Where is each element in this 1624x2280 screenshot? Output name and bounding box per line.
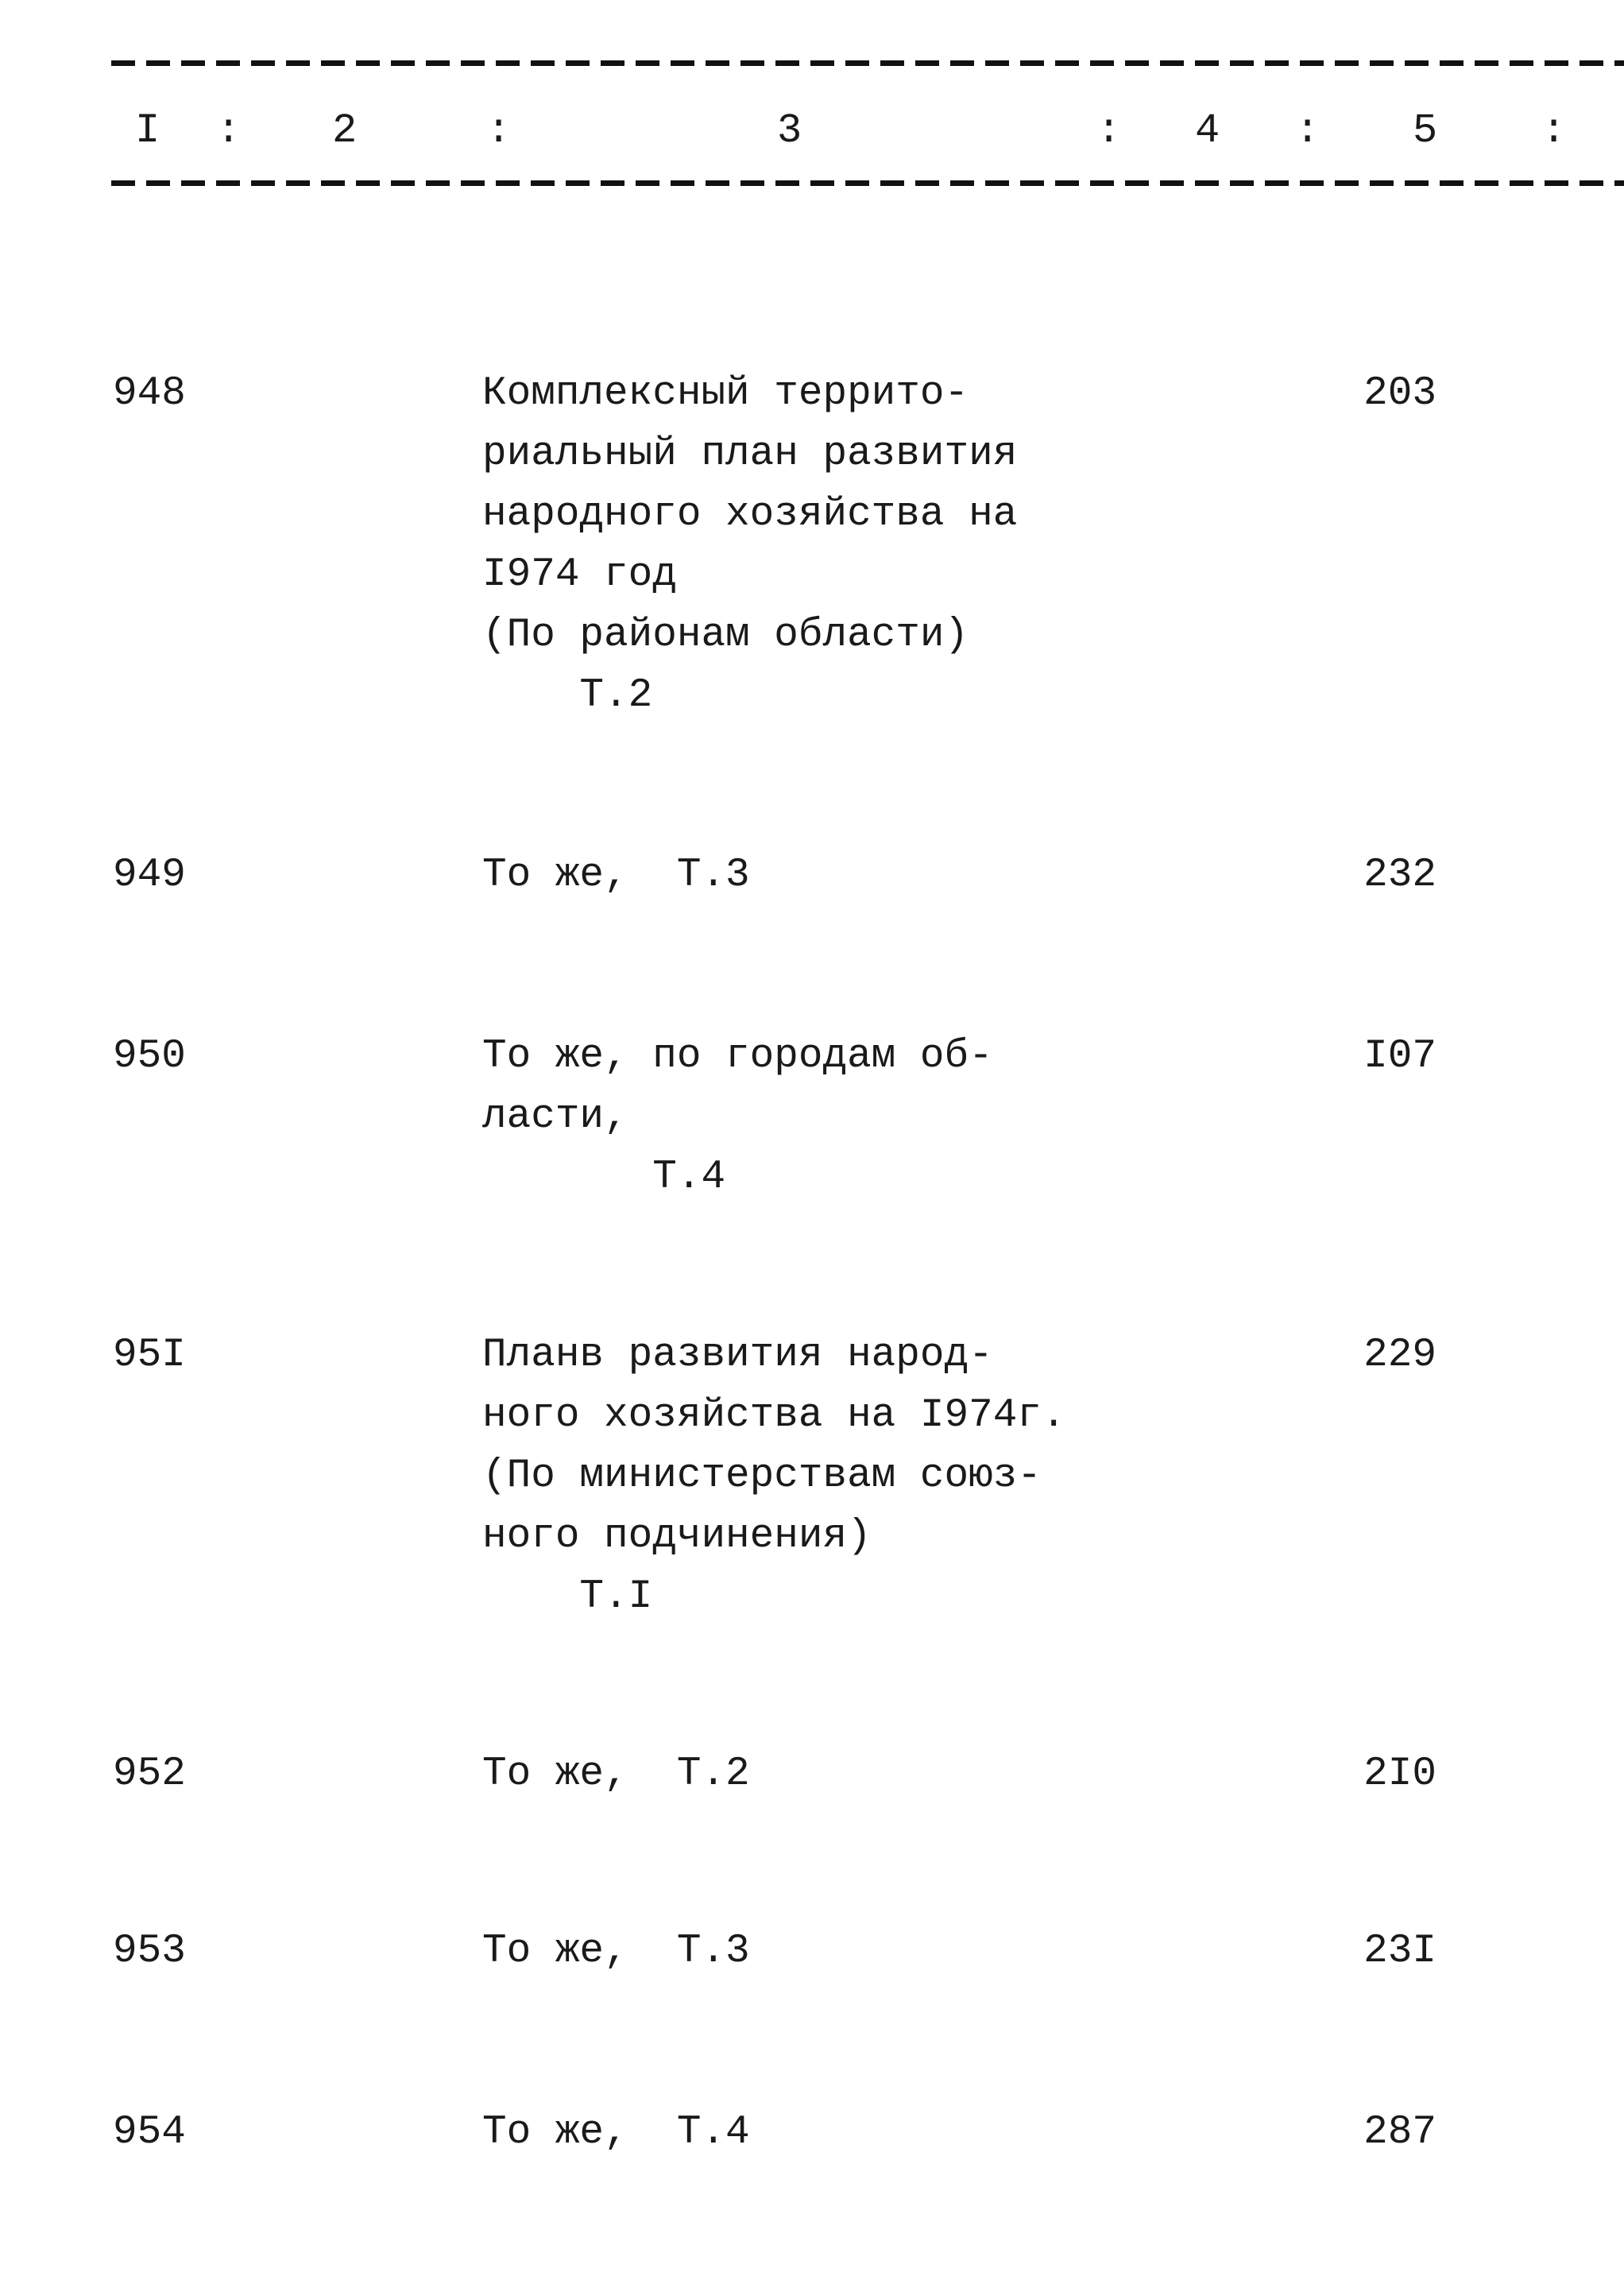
description-line: риальный план развития (482, 432, 1018, 477)
column-separator: : (1096, 107, 1122, 154)
description-line: Т.2 (482, 673, 653, 718)
column-header-1: I (135, 107, 160, 154)
item-number: 950 (113, 1034, 186, 1079)
description-line: народного хозяйства на (482, 492, 1018, 537)
description-line: (По министерствам союз- (482, 1454, 1042, 1499)
column-separator: : (216, 107, 242, 154)
item-description (482, 364, 1017, 726)
column-separator: : (1541, 107, 1567, 154)
description-line: Комплексный террито- (482, 371, 969, 416)
column-header-2: 2 (332, 107, 358, 154)
description-line: ласти, (482, 1094, 628, 1140)
item-description (482, 1922, 750, 1982)
item-number: 948 (113, 371, 186, 416)
description-line: То же, Т.4 (482, 2110, 750, 2155)
column-separator: : (1295, 107, 1320, 154)
description-line: То же, Т.3 (482, 853, 750, 898)
description-line: Планв развития народ- (482, 1333, 993, 1378)
header-bottom-dashed-rule (111, 180, 1624, 186)
sheet-count: 23I (1363, 1929, 1436, 1974)
item-number: 949 (113, 853, 186, 898)
sheet-count: 232 (1363, 853, 1436, 898)
item-description (482, 1027, 993, 1208)
column-header-5: 5 (1413, 107, 1438, 154)
sheet-count: 287 (1363, 2110, 1436, 2155)
description-line: ного хозяйства на I974г. (482, 1393, 1066, 1438)
item-description (482, 1326, 1066, 1628)
description-line: То же, Т.2 (482, 1752, 750, 1797)
item-number: 952 (113, 1752, 186, 1797)
column-header-4: 4 (1195, 107, 1220, 154)
item-description (482, 846, 750, 906)
item-number: 953 (113, 1929, 186, 1974)
description-line: Т.4 (482, 1155, 726, 1200)
item-description (482, 2103, 750, 2163)
item-number: 95I (113, 1333, 186, 1378)
description-line: То же, по городам об- (482, 1034, 993, 1079)
sheet-count: 203 (1363, 371, 1436, 416)
sheet-count: 2I0 (1363, 1752, 1436, 1797)
description-line: I974 год (482, 552, 677, 598)
description-line: Т.I (482, 1574, 653, 1620)
description-line: ного подчинения) (482, 1514, 872, 1559)
sheet-count: I07 (1363, 1034, 1436, 1079)
item-number: 954 (113, 2110, 186, 2155)
description-line: То же, Т.3 (482, 1929, 750, 1974)
sheet-count: 229 (1363, 1333, 1436, 1378)
column-header-3: 3 (777, 107, 802, 154)
column-separator: : (486, 107, 512, 154)
header-top-dashed-rule (111, 60, 1624, 66)
description-line: (По районам области) (482, 613, 969, 658)
item-description (482, 1744, 750, 1805)
